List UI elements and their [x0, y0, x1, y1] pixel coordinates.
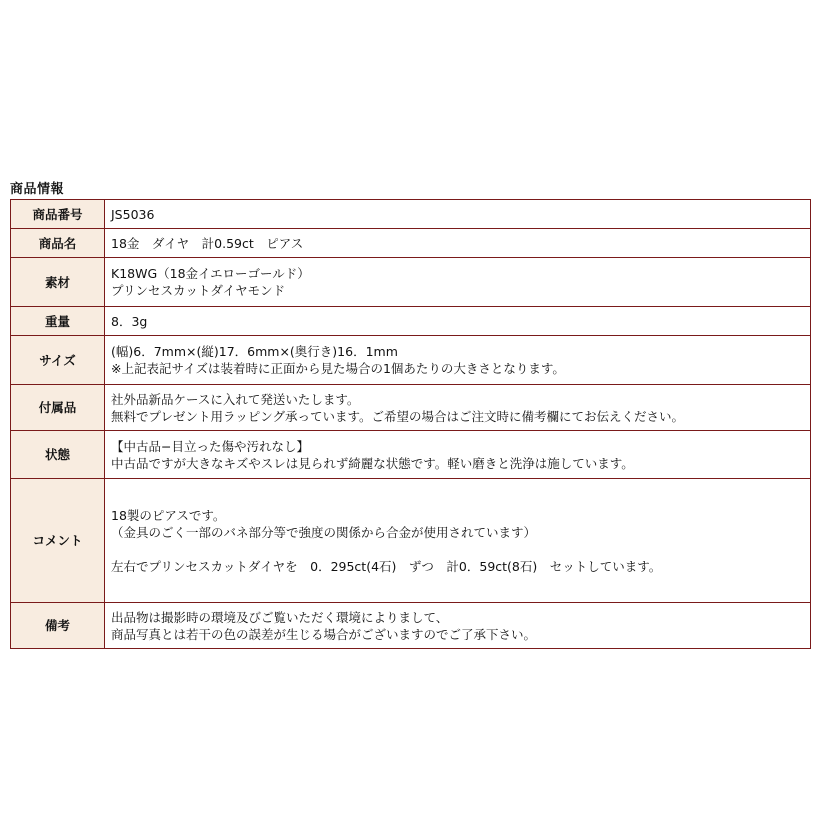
row-label-material: 素材: [11, 258, 105, 307]
value-line: 商品写真とは若干の色の誤差が生じる場合がございますのでご了承下さい。: [111, 626, 537, 642]
blank-line: [111, 541, 810, 558]
row-label-notes: 備考: [11, 603, 105, 649]
value-line: JS5036: [111, 206, 155, 222]
table-row: [11, 385, 811, 431]
row-label-item-number: 商品番号: [11, 200, 105, 229]
value-line: プリンセスカットダイヤモンド: [111, 283, 286, 298]
row-label-comment: コメント: [11, 479, 105, 603]
row-label-weight: 重量: [11, 307, 105, 336]
value-line: 社外品新品ケースに入れて発送いたします。: [111, 391, 360, 407]
value-line: 左右でプリンセスカットダイヤを 0．295ct(4石) ずつ 計0．59ct(8石) セットしています。: [111, 558, 662, 574]
row-value-weight: [105, 307, 811, 336]
table-row: [11, 431, 811, 479]
table-row: [11, 603, 811, 649]
value-line: 出品物は撮影時の環境及びご覧いただく環境によりまして、: [111, 609, 449, 625]
value-line: 無料でプレゼント用ラッピング承っています。ご希望の場合はご注文時に備考欄にてお伝えください。: [111, 408, 685, 424]
value-line: ※上記表記サイズは装着時に正面から見た場合の1個あたりの大きさとなります。: [111, 361, 565, 376]
value-line: (幅)6．7mm×(縦)17．6mm×(奥行き)16．1mm: [111, 344, 398, 359]
table-row: [11, 258, 811, 307]
row-value-notes: [105, 603, 811, 649]
table-row: [11, 307, 811, 336]
value-line: 18製のピアスです。: [111, 507, 226, 523]
row-label-condition: 状態: [11, 431, 105, 479]
row-value-condition: [105, 431, 811, 479]
row-label-product-name: 商品名: [11, 229, 105, 258]
row-value-comment: [105, 479, 811, 603]
value-line: 18金 ダイヤ 計0.59ct ピアス: [111, 235, 304, 251]
value-line: （金具のごく一部のバネ部分等で強度の関係から合金が使用されています）: [111, 524, 537, 540]
table-row: [11, 479, 811, 603]
row-value-material: [105, 258, 811, 307]
table-row: [11, 229, 811, 258]
row-value-accessories: [105, 385, 811, 431]
value-line: 中古品ですが大きなキズやスレは見られず綺麗な状態です。軽い磨きと洗浄は施しています。: [111, 455, 634, 471]
section-title: 商品情報: [10, 182, 65, 197]
row-value-item-number: [105, 200, 811, 229]
row-value-product-name: [105, 229, 811, 258]
value-line: 8．3g: [111, 313, 148, 329]
row-label-accessories: 付属品: [11, 385, 105, 431]
row-label-size: サイズ: [11, 336, 105, 385]
value-line: K18WG（18金イエローゴールド）: [111, 266, 310, 281]
row-value-size: [105, 336, 811, 385]
table-row: [11, 200, 811, 229]
product-info-table: [10, 199, 811, 649]
table-row: [11, 336, 811, 385]
value-line: 【中古品−目立った傷や汚れなし】: [111, 438, 309, 454]
